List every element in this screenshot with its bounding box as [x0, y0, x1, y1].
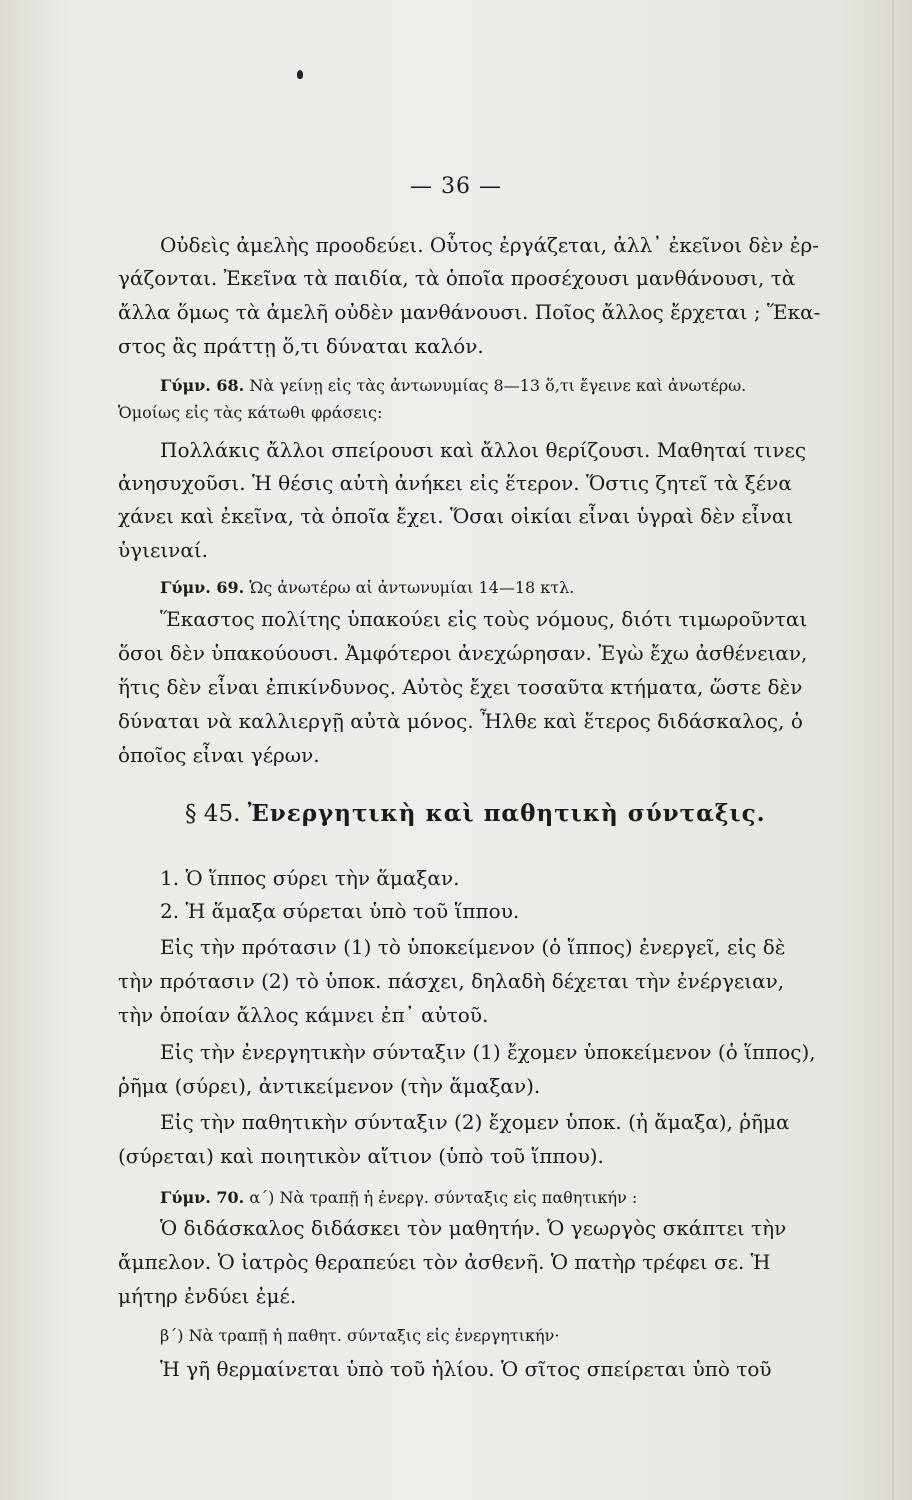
text-line: ἄμπελον. Ὁ ἰατρὸς θεραπεύει τὸν ἀσθενῆ. Ὁ πατὴρ τρέφει σε. Ἡ [118, 1250, 771, 1274]
text-line: τὴν ὁποίαν ἄλλος κάμνει ἐπ᾿ αὐτοῦ. [118, 1003, 489, 1027]
text-line: Ὁ διδάσκαλος διδάσκει τὸν μαθητήν. Ὁ γεωργὸς σκάπτει τὴν [160, 1216, 787, 1240]
text-line: Εἰς τὴν πρότασιν (1) τὸ ὑποκείμενον (ὁ ἵππος) ἐνεργεῖ, εἰς δὲ [160, 935, 786, 959]
exercise-label: Γύμν. 69. [160, 578, 245, 597]
text-line: γάζονται. Ἐκεῖνα τὰ παιδία, τὰ ὁποῖα προσέχουσι μανθάνουσι, τὰ [118, 266, 796, 290]
section-title: Ἐνεργητικὴ καὶ παθητικὴ σύνταξις. [247, 800, 766, 827]
text-line: Οὐδεὶς ἀμελὴς προοδεύει. Οὗτος ἐργάζεται, ἀλλ᾿ ἐκεῖνοι δὲν ἐρ- [160, 233, 819, 257]
exercise-68 [160, 373, 898, 399]
text-line: Ἡ γῆ θερμαίνεται ὑπὸ τοῦ ἡλίου. Ὁ σῖτος σπείρεται ὑπὸ τοῦ [160, 1357, 772, 1381]
ink-mark [297, 70, 303, 79]
text-line: ἄλλα ὅμως τὰ ἀμελῆ οὐδὲν μανθάνουσι. Ποῖος ἄλλος ἔρχεται ; Ἕκα- [118, 300, 821, 324]
section-heading [185, 800, 885, 827]
text-line: (σύρεται) καὶ ποιητικὸν αἴτιον (ὑπὸ τοῦ ἵππου). [118, 1144, 604, 1168]
text-line: Εἰς τὴν παθητικὴν σύνταξιν (2) ἔχομεν ὑποκ. (ἡ ἅμαξα), ῥῆμα [160, 1110, 790, 1134]
section-number: § 45. [185, 801, 241, 827]
text-line: Ἕκαστος πολίτης ὑπακούει εἰς τοὺς νόμους, διότι τιμωροῦνται [160, 607, 808, 631]
exercise-label: Γύμν. 68. [160, 376, 245, 395]
exercise-instruction: Ὁμοίως εἰς τὰς κάτωθι φράσεις: [118, 403, 383, 422]
exercise-instruction: Ὡς ἀνωτέρω αἱ ἀντωνυμίαι 14—18 κτλ. [249, 578, 575, 597]
example-sentence: 1. Ὁ ἵππος σύρει τὴν ἅμαξαν. [160, 866, 460, 890]
exercise-instruction: α΄) Νὰ τραπῇ ἡ ἐνεργ. σύνταξις εἰς παθητικήν : [249, 1188, 638, 1207]
text-line: Εἰς τὴν ἐνεργητικὴν σύνταξιν (1) ἔχομεν ὑποκείμενον (ὁ ἵππος), [160, 1040, 816, 1064]
text-line: τὴν πρότασιν (2) τὸ ὑποκ. πάσχει, δηλαδὴ δέχεται τὴν ἐνέργειαν, [118, 969, 785, 993]
text-line: ἀνησυχοῦσι. Ἡ θέσις αὐτὴ ἀνήκει εἰς ἕτερον. Ὅστις ζητεῖ τὰ ξένα [118, 471, 792, 495]
example-sentence: 2. Ἡ ἅμαξα σύρεται ὑπὸ τοῦ ἵππου. [160, 899, 520, 923]
text-line: ὑγιειναί. [118, 538, 209, 562]
text-line: χάνει καὶ ἐκεῖνα, τὰ ὁποῖα ἔχει. Ὅσαι οἰκίαι εἶναι ὑγραὶ δὲν εἶναι [118, 504, 794, 528]
exercise-70 [160, 1185, 898, 1211]
text-line: Πολλάκις ἄλλοι σπείρουσι καὶ ἄλλοι θερίζουσι. Μαθηταί τινες [160, 438, 807, 462]
text-line: ὁποῖος εἶναι γέρων. [118, 743, 320, 767]
text-line: στος ἂς πράττῃ ὅ,τι δύναται καλόν. [118, 334, 484, 358]
exercise-label: Γύμν. 70. [160, 1188, 245, 1207]
text-line: ῥῆμα (σύρει), ἀντικείμενον (τὴν ἅμαξαν). [118, 1074, 541, 1098]
page-number: — 36 — [410, 174, 502, 199]
exercise-instruction: Νὰ γείνῃ εἰς τὰς ἀντωνυμίας 8—13 ὅ,τι ἔγεινε καὶ ἀνωτέρω. [249, 376, 747, 395]
text-line: ὅσοι δὲν ὑπακούουσι. Ἀμφότεροι ἀνεχώρησαν. Ἐγὼ ἔχω ἀσθένειαν, [118, 641, 808, 665]
exercise-instruction: β΄) Νὰ τραπῇ ἡ παθητ. σύνταξις εἰς ἐνεργητικήν· [160, 1326, 560, 1345]
text-line: ἥτις δὲν εἶναι ἐπικίνδυνος. Αὐτὸς ἔχει τοσαῦτα κτήματα, ὥστε δὲν [118, 675, 803, 699]
exercise-69 [160, 575, 898, 601]
text-line: μήτηρ ἐνδύει ἐμέ. [118, 1284, 297, 1308]
text-line: δύναται νὰ καλλιεργῇ αὐτὰ μόνος. Ἦλθε καὶ ἕτερος διδάσκαλος, ὁ [118, 709, 803, 733]
